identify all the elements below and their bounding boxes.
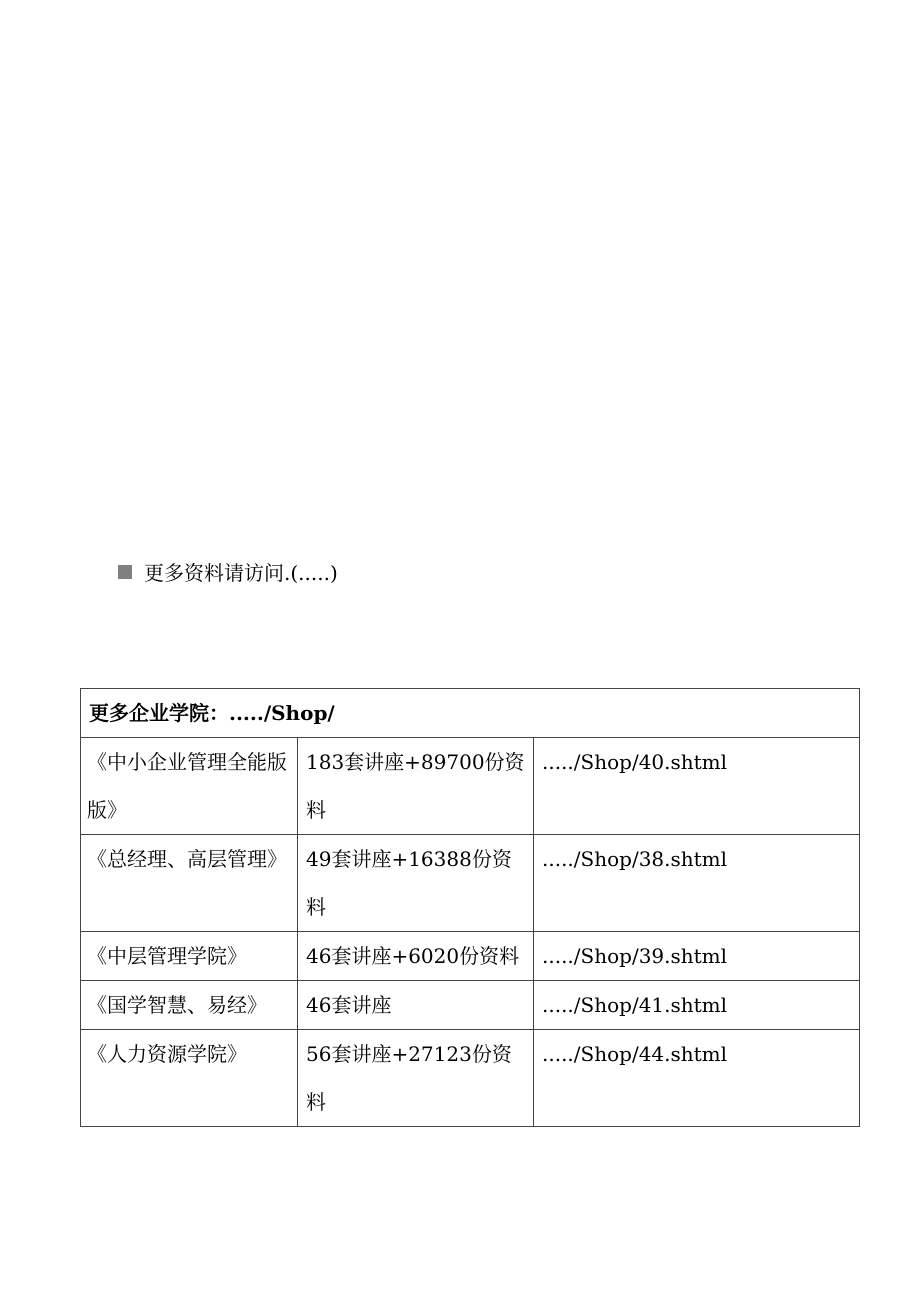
course-name: 《中层管理学院》 <box>81 932 298 981</box>
course-content: 46套讲座 <box>298 981 534 1030</box>
course-link[interactable]: ...../Shop/39.shtml <box>534 932 860 981</box>
table-row <box>81 738 860 835</box>
course-content: 46套讲座+6020份资料 <box>298 932 534 981</box>
table-header: 更多企业学院：...../Shop/ <box>81 689 860 738</box>
course-link[interactable]: ...../Shop/41.shtml <box>534 981 860 1030</box>
visit-note-text: 更多资料请访问.(.....) <box>144 561 338 585</box>
course-content: 49套讲座+16388份资料 <box>298 835 534 932</box>
table-header-row <box>81 689 860 738</box>
course-name: 《中小企业管理全能版版》 <box>81 738 298 835</box>
course-link[interactable]: ...../Shop/40.shtml <box>534 738 860 835</box>
course-name: 《人力资源学院》 <box>81 1030 298 1127</box>
course-content: 183套讲座+89700份资料 <box>298 738 534 835</box>
academy-table <box>80 688 860 1127</box>
course-name: 《国学智慧、易经》 <box>81 981 298 1030</box>
table-row <box>81 981 860 1030</box>
course-content: 56套讲座+27123份资料 <box>298 1030 534 1127</box>
course-name: 《总经理、高层管理》 <box>81 835 298 932</box>
table-row <box>81 932 860 981</box>
square-bullet-icon <box>118 565 132 579</box>
visit-note <box>118 557 338 586</box>
course-link[interactable]: ...../Shop/44.shtml <box>534 1030 860 1127</box>
table-row <box>81 1030 860 1127</box>
course-link[interactable]: ...../Shop/38.shtml <box>534 835 860 932</box>
table-row <box>81 835 860 932</box>
